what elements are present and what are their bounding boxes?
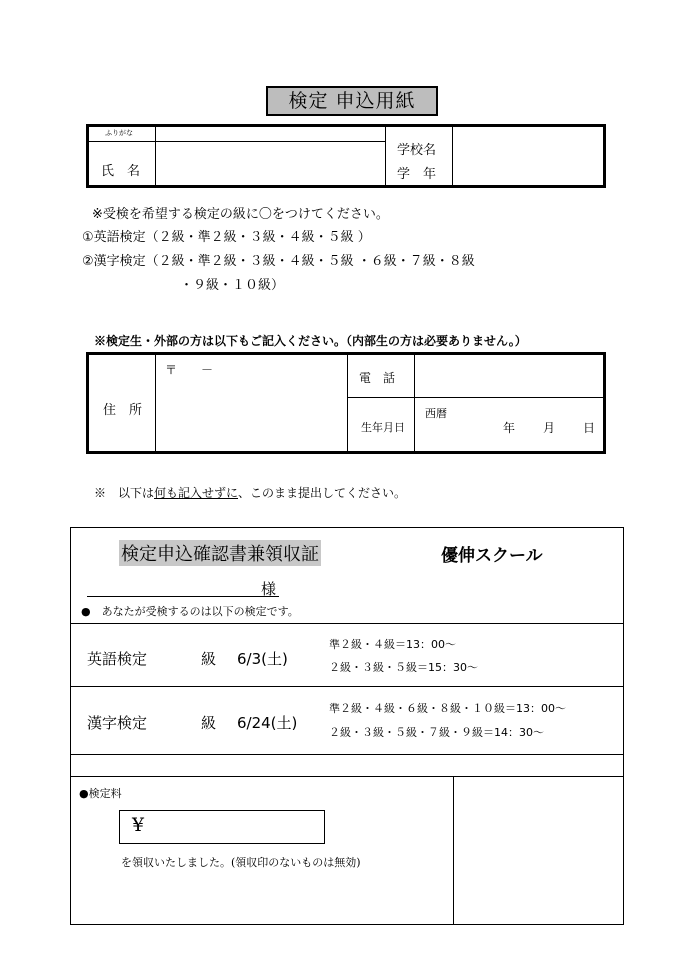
phone-label-divider	[347, 355, 348, 451]
phone-label: 電 話	[359, 371, 396, 385]
instruction-line: ※受検を希望する検定の級に〇をつけてください。	[92, 207, 389, 222]
receipt	[70, 527, 624, 925]
fee-amount-field[interactable]	[119, 810, 325, 844]
address-label: 住 所	[103, 403, 143, 418]
test-date: 6/24(土)	[237, 714, 298, 732]
month-label: 月	[543, 421, 556, 435]
row-divider	[71, 686, 623, 687]
form-title: 検定 申込用紙	[266, 86, 438, 116]
school-divider	[385, 127, 386, 185]
notice-emphasis: 何も記入せずに	[154, 486, 239, 500]
notice-suffix: 、このまま提出してください。	[238, 486, 407, 500]
fee-label: ●検定料	[79, 787, 122, 800]
postal-mark: 〒 －	[165, 363, 214, 377]
grade-suffix: 級	[201, 714, 217, 732]
honorific: 様	[261, 580, 277, 598]
test-time: ２級・３級・５級・７級・９級＝14：30～	[329, 726, 544, 739]
test-time: 準２級・４級＝13：00～	[329, 638, 456, 651]
school-name: 優伸スクール	[441, 546, 543, 566]
grade-label: 学 年	[397, 167, 437, 182]
row-divider	[71, 754, 623, 755]
era-label: 西暦	[425, 407, 447, 420]
test-name: 英語検定	[87, 650, 148, 668]
name-label: 氏 名	[101, 164, 141, 179]
name-field[interactable]	[156, 142, 385, 185]
test-name: 漢字検定	[87, 714, 148, 732]
english-test-options: ①英語検定（２級・準２級・３級・４級・５級 ）	[82, 230, 371, 245]
test-date: 6/3(土)	[237, 650, 288, 668]
school-label: 学校名	[397, 143, 437, 158]
receipt-title: 検定申込確認書兼領収証	[119, 540, 321, 566]
grade-suffix: 級	[201, 650, 217, 668]
row-divider	[71, 623, 623, 624]
school-grade-field[interactable]	[453, 127, 603, 185]
received-text: を領収いたしました。(領収印のないものは無効)	[121, 856, 361, 869]
yen-sign: ¥	[132, 814, 145, 836]
furigana-label: ふりがな	[105, 129, 133, 137]
name-underline	[87, 596, 279, 597]
external-table	[86, 352, 606, 454]
notice-prefix: ※ 以下は	[94, 486, 155, 500]
external-heading: ※検定生・外部の方は以下もご記入ください。（内部生の方は必要ありません。）	[94, 334, 527, 348]
notice	[94, 484, 406, 501]
test-time: 準２級・４級・６級・８級・１０級＝13：00～	[329, 702, 566, 715]
applicant-table	[86, 124, 606, 188]
kanji-test-options: ②漢字検定（２級・準２級・３級・４級・５級 ・６級・７級・８級	[82, 254, 475, 269]
receipt-stamp-area	[454, 777, 623, 924]
phone-dob-divider	[347, 397, 603, 398]
dob-label: 生年月日	[361, 421, 405, 434]
test-time: ２級・３級・５級＝15：30～	[329, 661, 478, 674]
kanji-test-options-continued: ・９級・１０級）	[180, 278, 285, 293]
receipt-lead: ● あなたが受検するのは以下の検定です。	[81, 605, 299, 618]
year-label: 年	[503, 421, 516, 435]
address-field[interactable]	[156, 355, 347, 451]
phone-field[interactable]	[415, 355, 603, 397]
day-label: 日	[583, 421, 596, 435]
